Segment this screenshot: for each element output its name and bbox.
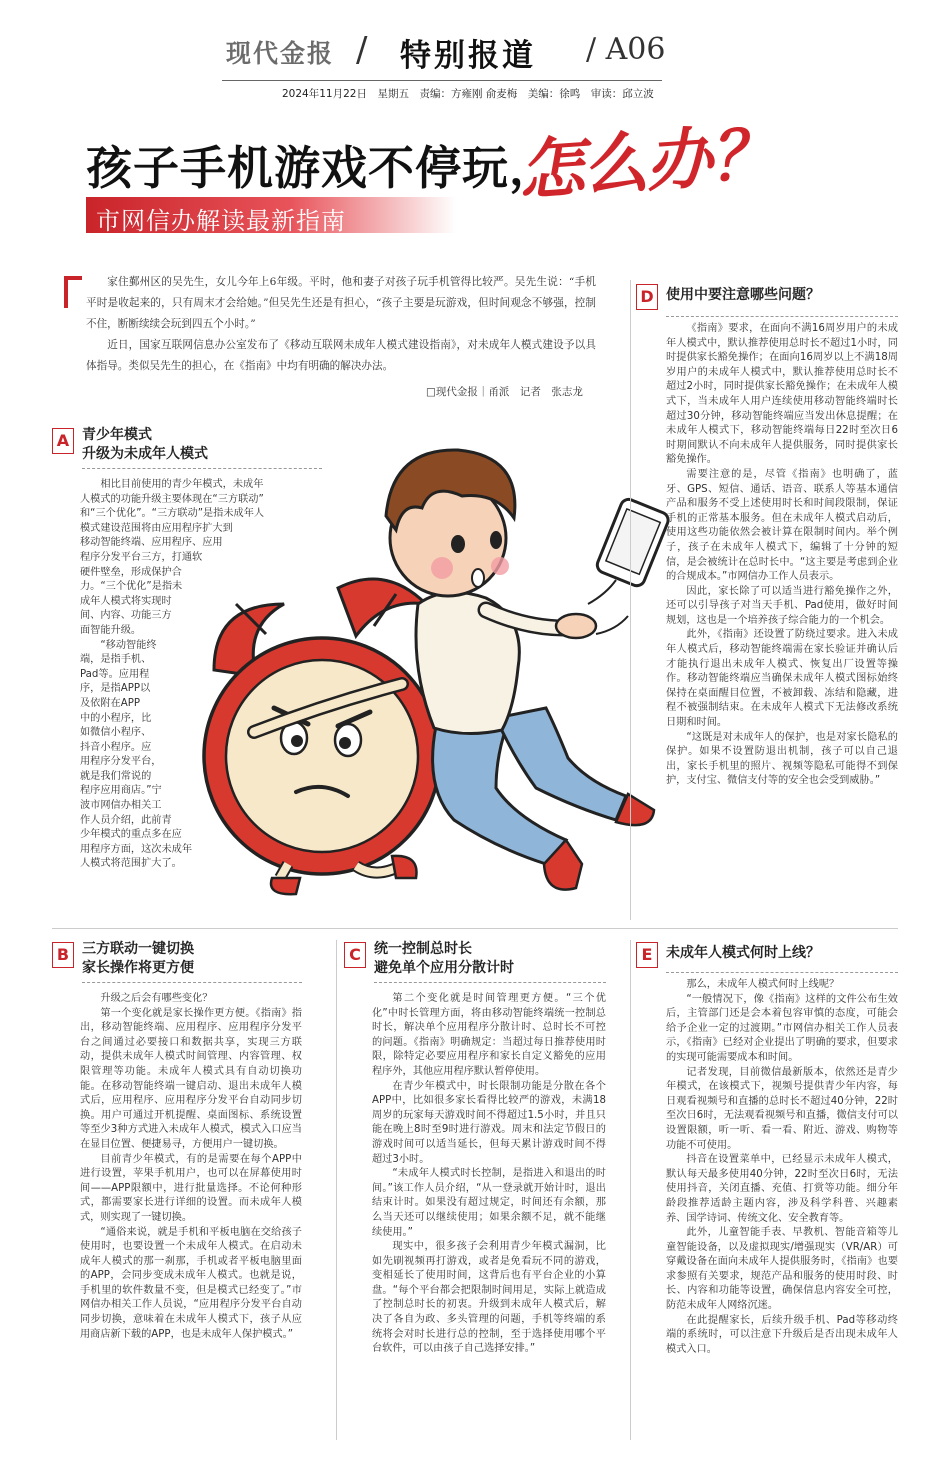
section-a-line: 相比目前使用的青少年模式，未成年 [100, 479, 264, 490]
subtitle: 市网信办解读最新指南 [96, 207, 346, 235]
section-c-title-line2: 避免单个应用分散计时 [374, 960, 514, 976]
section-e-paragraph: 在此提醒家长，后续升级手机、Pad等移动终端的系统时，可以注意下升级后是否出现未成年人模式入口。 [666, 1314, 898, 1355]
section-c-title [374, 940, 514, 978]
column-rule [336, 940, 337, 1440]
row-divider [52, 928, 898, 929]
section-c-paragraph: 现实中，很多孩子会利用青少年模式漏洞，比如先刷视频再打游戏，或者是免看玩不同的游戏，变相延长了使用时间，这背后也有平台企业的小算盘。“每个平台都会把限制时间用足，实际上就造成了控制总时长的初衷。升级到未成年人模式后，解决了各自为政、多头管理的问题，手机等终端的系统将会对时长进行总的控制，至于选择使用哪个平台软件，可以由孩子自己选择安排。” [372, 1241, 606, 1355]
section-b-title [82, 940, 194, 978]
section-c-paragraph: 在青少年模式中，时长限制功能是分散在各个APP中，比如很多家长看得比较严的游戏，未满18周岁的玩家每天游戏时间不得超过1.5小时，并且只能在晚上8时至9时进行游戏。周末和法定节假日的游戏时间可以适当延长，但每天累计游戏时间不得超过3小时。 [372, 1080, 606, 1165]
section-a-line: 力。“三个优化”是指未 [80, 581, 183, 593]
section-a-line: “移动智能终 [100, 639, 157, 651]
section-b-body [80, 992, 302, 1342]
newspaper-brand: 现代金报 [226, 39, 335, 68]
section-a-line: 抖音小程序。应 [80, 741, 152, 753]
section-divider [374, 982, 606, 983]
column-rule [630, 940, 631, 1440]
section-a-line: 序，是指APP以 [80, 683, 151, 695]
section-e-paragraph: 抖音在设置菜单中，已经显示未成年人模式，默认每天最多使用40分钟，22时至次日6时，无法使用抖音，关闭直播、充值、打赏等功能。细分年龄段推荐适龄主题内容，涉及科学科普、兴趣素养、国学诗词、传统文化、安全教育等。 [666, 1154, 898, 1224]
section-e-body [666, 978, 898, 1357]
section-a-line: 程序分发平台三方，打通软 [80, 551, 203, 563]
section-d-paragraph: “这既是对未成年人的保护，也是对家长隐私的保护。如果不设置防退出机制，孩子可以自己退出，家长手机里的照片、视频等隐私可能得不到保护，支付宝、微信支付等的安全也会受到威胁。” [666, 731, 898, 787]
section-e-paragraph: 记者发现，目前微信最新版本，依然还是青少年模式，在该模式下，视频号提供青少年内容，每日观看视频号和直播的总时长不超过40分钟，22时至次日6时，无法观看视频号和直播，微信支付可以设置限额，听一听、看一看、附近、游戏、购物等功能不可使用。 [666, 1066, 898, 1151]
section-a-title-line1: 青少年模式 [82, 427, 152, 443]
section-a-line: 面智能升级。 [80, 624, 142, 636]
intro-bracket-icon [64, 276, 82, 308]
section-a-line: 人模式的功能升级主要体现在“三方联动” [80, 493, 264, 505]
dateline: 2024年11月22日 星期五 责编：方雍刚 俞麦梅 美编：徐鸣 审读：邱立波 [282, 88, 654, 100]
masthead-slash: / [356, 30, 368, 70]
section-name: 特别报道 [400, 38, 536, 74]
section-divider [82, 982, 302, 983]
section-b-paragraph: 目前青少年模式，有的是需要在每个APP中进行设置，苹果手机用户，也可以在屏幕使用时间——APP限额中，进行批量选择。不论何种形式，都需要家长进行详细的设置。而未成年人模式，则实现了一键切换。 [80, 1153, 302, 1223]
section-d-paragraph: 《指南》要求，在面向不满16周岁用户的未成年人模式中，默认推荐使用总时长不超过1小时，同时提供家长豁免操作；在面向16周岁以上不满18周岁用户的未成年人模式中，默认推荐使用总时长不超过2小时，同时提供家长豁免操作；在未成年人模式下，当未成年人用户连续使用移动智能终端时长超过30分钟，移动智能终端应当发出休息提醒；在未成年人模式下，移动智能终端每日22时至次日6时期间默认不向未成年人提供服务，同时提供家长豁免操作。 [666, 323, 898, 466]
section-a-title [82, 426, 208, 464]
section-a-line: 和“三个优化”。“三方联动”是指未成年人 [80, 508, 265, 520]
section-d-paragraph: 此外，《指南》还设置了防绕过要求。进入未成年人模式后，移动智能终端需在家长验证并确认后才能执行退出未成年人模式、恢复出厂设置等操作。移动智能终端应当确保未成年人模式图标始终保持在桌面醒目位置，不被卸载、冻结和隐藏，进程不被强制结束。在未成年人模式下无法修改系统日期和时间。 [666, 629, 898, 729]
section-a-line: 人模式将范围扩大了。 [80, 858, 182, 870]
section-a-line: 少年模式的重点多在应 [80, 829, 182, 841]
section-divider [666, 972, 898, 973]
section-a-line: 硬件壁垒，形成保护合 [80, 566, 182, 578]
section-a-line: 如微信小程序、 [80, 727, 152, 739]
column-rule [630, 280, 631, 920]
section-a-line: 波市网信办相关工 [80, 800, 162, 812]
section-a-line: 成年人模式将实现时 [80, 595, 172, 607]
section-a-line: 及依附在APP [80, 697, 141, 709]
section-b-title-line1: 三方联动一键切换 [82, 941, 194, 957]
section-a-title-line2: 升级为未成年人模式 [82, 446, 208, 462]
section-b-paragraph: 第一个变化就是家长操作更方便。《指南》指出，移动智能终端、应用程序、应用程序分发平台之间通过必要接口和数据共享，实现三方联动，提供未成年人模式时间管理、内容管理、权限管理等功能。未成年人模式具有自动切换功能。在移动智能终端一键启动、退出未成年人模式后，应用程序、应用程序分发平台自动同步切换。用户可通过开机提醒、桌面图标、系统设置等至少3种方式进入未成年人模式，模式入口应当在显目位置、便捷易寻，方便用户一键切换。 [80, 1007, 302, 1150]
section-d-marker: D [636, 284, 658, 310]
section-c-title-line1: 统一控制总时长 [374, 941, 472, 957]
section-b-paragraph: 升级之后会有哪些变化？ [100, 993, 213, 1004]
section-divider [666, 316, 898, 317]
section-c-marker: C [344, 942, 366, 968]
section-e-title: 未成年人模式何时上线？ [666, 945, 820, 961]
headline-main: 孩子手机游戏不停玩， [86, 141, 556, 195]
section-c-paragraph: 第二个变化就是时间管理更方便。“三个优化”中时长管理方面，将由移动智能终端统一控制总时长，解决单个应用程序分散计时、总时长不可控的问题。《指南》明确规定：当超过每日推荐使用时限，除特定必要应用程序和家长自定义豁免的应用程序外，其他应用程序默认暂停使用。 [372, 993, 606, 1077]
page-number: / A06 [586, 32, 666, 67]
section-a-line: 模式建设范围将由应用程序扩大到 [80, 522, 233, 534]
intro-paragraph: 近日，国家互联网信息办公室发布了《移动互联网未成年人模式建设指南》，对未成年人模式建设予以具体指导。类似吴先生的担心，在《指南》中均有明确的解决办法。 [86, 339, 596, 372]
section-a-line: 作人员介绍，此前青 [80, 814, 172, 826]
section-e-paragraph: “一般情况下，像《指南》这样的文件公布生效后，主管部门还是会本着包容审慎的态度，可能会给予企业一定的过渡期。”市网信办相关工作人员表示，《指南》已经对企业提出了明确的要求，但要求的实现可能需要成本和时间。 [666, 993, 898, 1063]
section-c-paragraph: “未成年人模式时长控制，是指进入和退出的时间。”该工作人员介绍，“从一登录就开始计时，退出结束计时。如果没有超过规定，时间还有余额，那么当天还可以继续使用；如果余额不足，就不能继续使用。” [372, 1168, 606, 1238]
section-a-line: 端，是指手机、 [80, 654, 152, 666]
byline: □现代金报｜甬派 记者 张志龙 [426, 386, 583, 398]
section-a-line: 程序应用商店。”宁 [80, 785, 162, 797]
masthead-rule [222, 80, 662, 81]
section-e-paragraph: 那么，未成年人模式何时上线呢？ [686, 979, 840, 990]
section-a-line: 用程序方面，这次未成年 [80, 843, 193, 855]
section-b-paragraph: “通俗来说，就是手机和平板电脑在交给孩子使用时，也要设置一个未成年人模式。在启动未成年人模式的那一刹那，手机或者平板电脑里面的APP，会同步变成未成年人模式。也就是说，手机里的软件数量不变，但是模式已经变了。”市网信办相关工作人员说，“应用程序分发平台自动同步切换，意味着在未成年人模式下，孩子从应用商店新下载的APP，也是未成年人保护模式。” [80, 1226, 302, 1340]
section-a-line: 用程序分发平台， [80, 756, 162, 768]
section-c-body [372, 992, 606, 1357]
section-d-title: 使用中要注意哪些问题？ [666, 287, 820, 303]
section-a-line: 就是我们常说的 [80, 770, 152, 782]
intro-paragraph: 家住鄞州区的吴先生，女儿今年上6年级。平时，他和妻子对孩子玩手机管得比较严。吴先生说：“手机平时是收起来的，只有周末才会给她。”但吴先生还是有担心，“孩子主要是玩游戏，但时间观念不够强，控制不住，断断续续会玩到四五个小时。” [86, 276, 596, 330]
section-e-marker: E [636, 942, 658, 968]
subtitle-bar [86, 197, 456, 233]
section-b-title-line2: 家长操作将更方便 [82, 960, 194, 976]
section-d-paragraph: 需要注意的是，尽管《指南》也明确了，蓝牙、GPS、短信、通话、语音、联系人等基本通信产品和服务不受上述使用时长和时间段限制，保证手机的正常基本服务。但在未成年人模式启动后，使用这些功能依然会被计算在限制时间内。举个例子，孩子在未成年人模式下，编辑了十分钟的短信，是会被统计在总时长中。“这主要是考虑到企业的合规成本。”市网信办工作人员表示。 [666, 468, 898, 583]
masthead [0, 28, 934, 84]
headline-red: 怎么办？ [515, 114, 777, 210]
section-a-line: 移动智能终端、应用程序、应用 [80, 537, 223, 549]
section-e-paragraph: 此外，儿童智能手表、早教机、智能音箱等儿童智能设备，以及虚拟现实/增强现实（VR/AR）可穿戴设备在面向未成年人提供服务时，《指南》也要求参照有关要求，规范产品和服务的使用时段、时长、内容和功能等设置，确保信息内容安全可控，防范未成年人网络沉迷。 [666, 1227, 898, 1312]
phone-icon [595, 497, 670, 588]
section-a-marker: A [52, 428, 74, 454]
section-d-body [666, 322, 898, 789]
section-a-line: Pad等。应用程 [80, 668, 150, 680]
section-a-line: 间、内容、功能三方 [80, 610, 172, 622]
section-a-line: 中的小程序，比 [80, 712, 152, 724]
child-chased-by-alarm-clock-illustration [196, 408, 670, 900]
section-b-marker: B [52, 942, 74, 968]
section-d-paragraph: 因此，家长除了可以适当进行豁免操作之外，还可以引导孩子对当天手机、Pad使用，做好时间规划，这也是一个培养孩子综合能力的一个机会。 [666, 585, 898, 626]
intro-text [86, 272, 596, 377]
